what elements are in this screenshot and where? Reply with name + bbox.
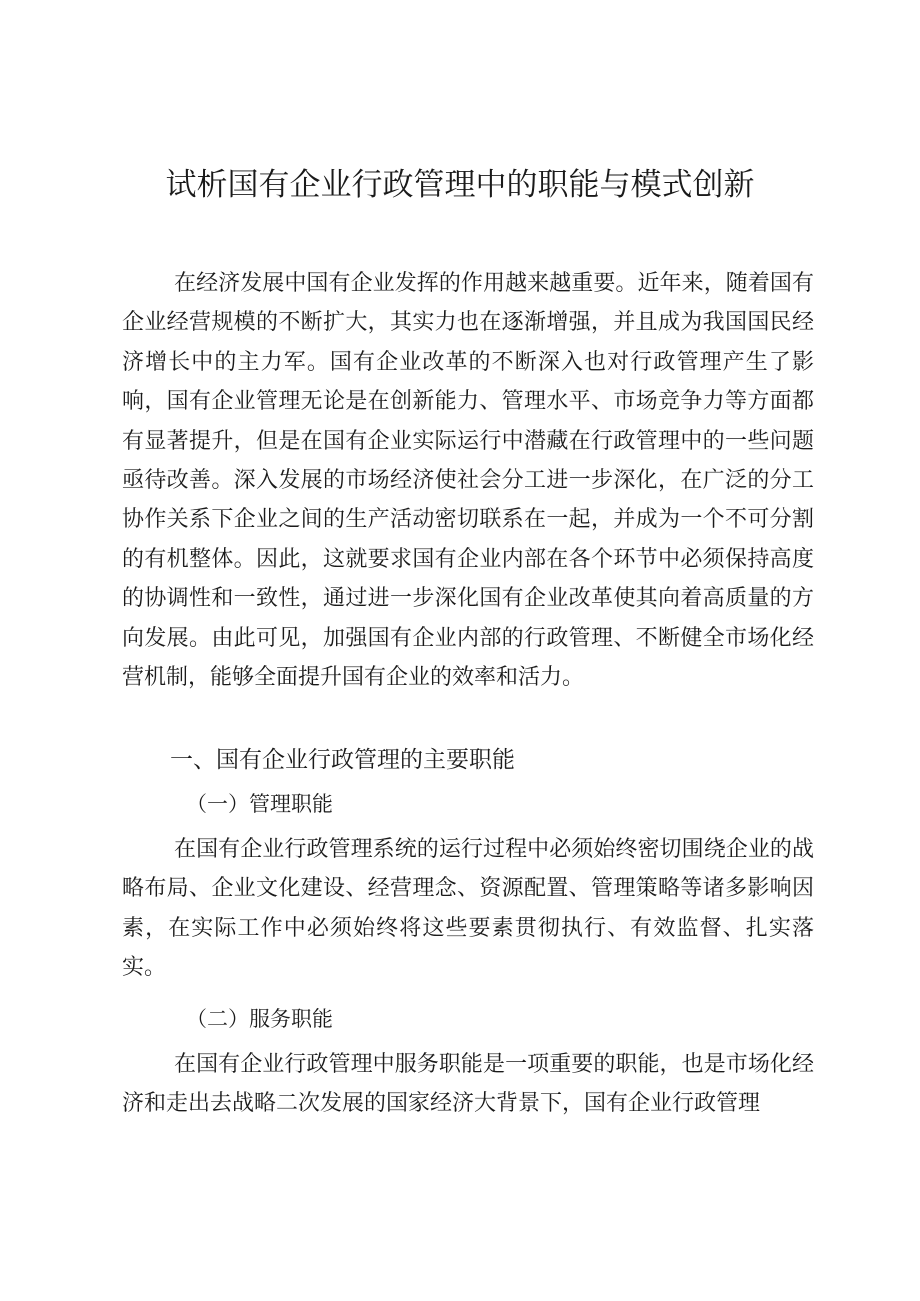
document-title: 试析国有企业行政管理中的职能与模式创新 — [165, 167, 755, 203]
subsection-heading-management: （一）管理职能 — [186, 792, 333, 816]
subsection-heading-service: （二）服务职能 — [186, 1007, 333, 1031]
section-heading-main-functions: 一、国有企业行政管理的主要职能 — [170, 747, 515, 773]
service-function-paragraph: 在国有企业行政管理中服务职能是一项重要的职能，也是市场化经济和走出去战略二次发展的国家经济大背景下，国有企业行政管理 — [122, 1052, 814, 1117]
intro-paragraph: 在经济发展中国有企业发挥的作用越来越重要。近年来，随着国有企业经营规模的不断扩大，其实力也在逐渐增强，并且成为我国国民经济增长中的主力军。国有企业改革的不断深入也对行政管理产生了影响，国有企业管理无论是在创新能力、管理水平、市场竞争力等方面都有显著提升，但是在国有企业实际运行中潜藏在行政管理中的一些问题亟待改善。深入发展的市场经济使社会分工进一步深化，在广泛的分工协作关系下企业之间的生产活动密切联系在一起，并成为一个不可分割的有机整体。因此，这就要求国有企业内部在各个环节中必须保持高度的协调性和一致性，通过进一步深化国有企业改革使其向着高质量的方向发展。由此可见，加强国有企业内部的行政管理、不断健全市场化经营机制，能够全面提升国有企业的效率和活力。 — [122, 271, 814, 691]
management-function-paragraph: 在国有企业行政管理系统的运行过程中必须始终密切围绕企业的战略布局、企业文化建设、经营理念、资源配置、管理策略等诸多影响因素，在实际工作中必须始终将这些要素贯彻执行、有效监督、扎实落实。 — [122, 837, 814, 981]
